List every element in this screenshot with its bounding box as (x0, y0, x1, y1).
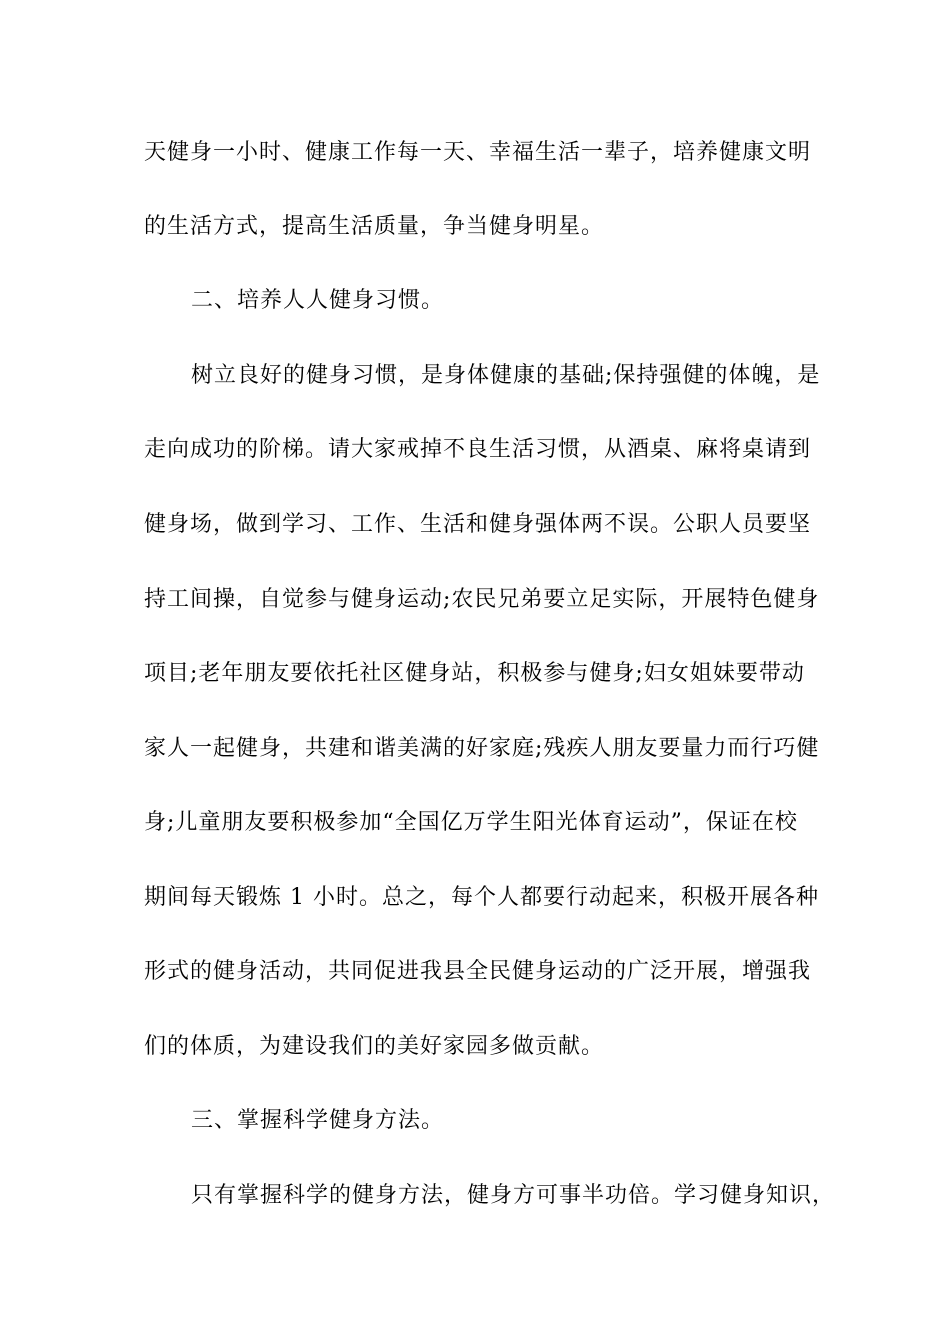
text-line-15: 只有掌握科学的健身方法，健身方可事半功倍。学习健身知识， (191, 1183, 836, 1208)
text-line-7: 持工间操，自觉参与健身运动;农民兄弟要立足实际，开展特色健身 (144, 587, 820, 612)
text-line-12: 形式的健身活动，共同促进我县全民健身运动的广泛开展，增强我 (144, 959, 812, 984)
text-line-5: 走向成功的阶梯。请大家戒掉不良生活习惯，从酒桌、麻将桌请到 (144, 437, 812, 462)
text-line-8: 项目;老年朋友要依托社区健身站，积极参与健身;妇女姐妹要带动 (144, 661, 805, 686)
text-line-2: 的生活方式，提高生活质量，争当健身明星。 (144, 214, 605, 239)
text-line-4: 树立良好的健身习惯，是身体健康的基础;保持强健的体魄，是 (191, 363, 821, 388)
text-line-6: 健身场，做到学习、工作、生活和健身强体两不误。公职人员要坚 (144, 512, 812, 537)
section-heading-2: 二、培养人人健身习惯。 (191, 288, 445, 313)
text-line-9: 家人一起健身，共建和谐美满的好家庭;残疾人朋友要量力而行巧健 (144, 736, 820, 761)
section-heading-3: 三、掌握科学健身方法。 (191, 1108, 445, 1133)
text-line-1: 天健身一小时、健康工作每一天、幸福生活一辈子，培养健康文明 (144, 140, 812, 165)
text-line-11: 期间每天锻炼 1 小时。总之，每个人都要行动起来，积极开展各种 (144, 885, 819, 910)
text-line-10: 身;儿童朋友要积极参加“全国亿万学生阳光体育运动”，保证在校 (144, 810, 798, 835)
text-line-13: 们的体质，为建设我们的美好家园多做贡献。 (144, 1034, 605, 1059)
